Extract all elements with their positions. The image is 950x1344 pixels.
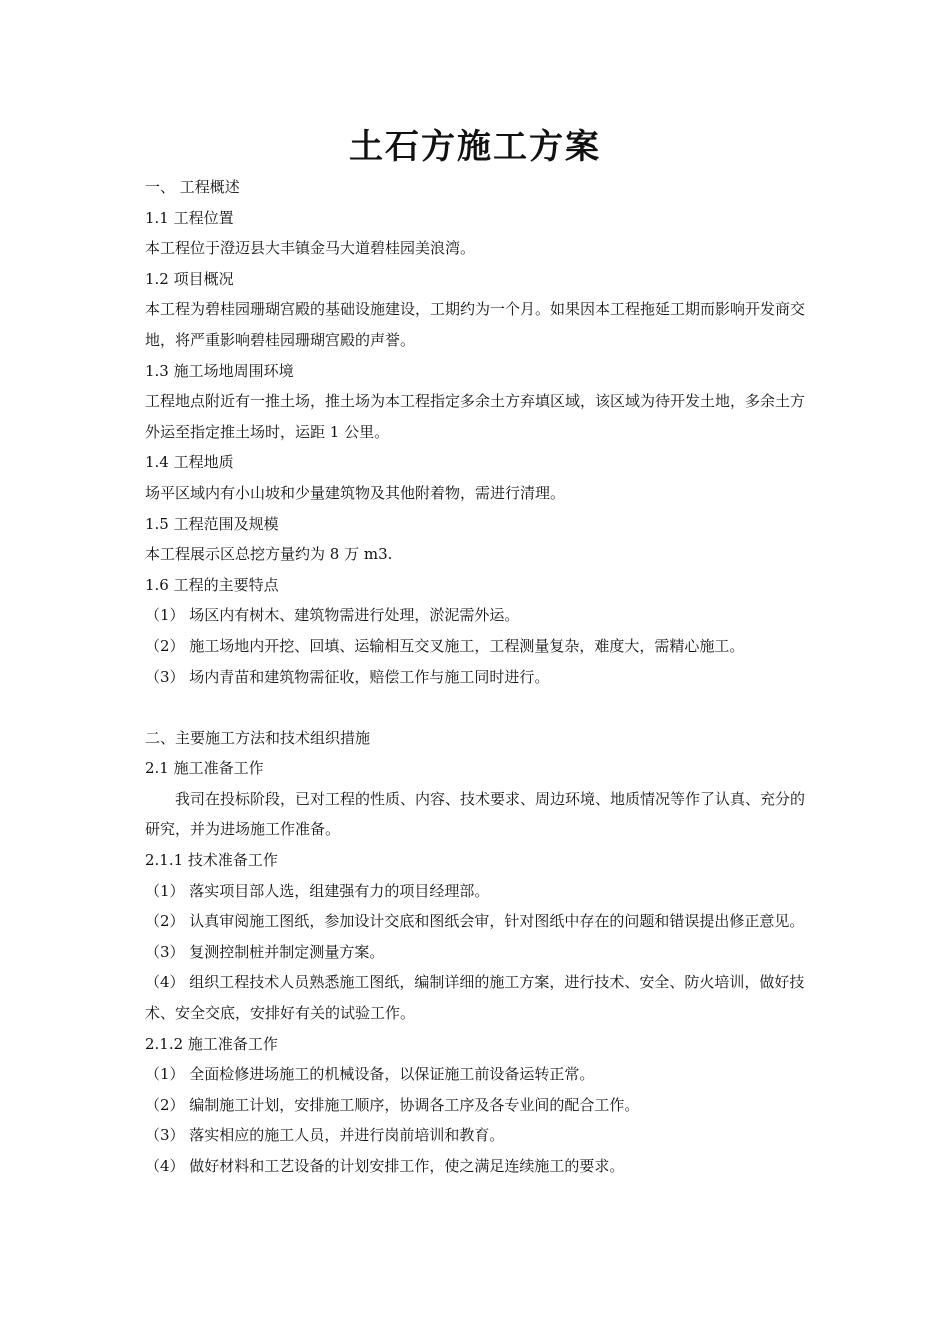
section-heading: 一、 工程概述 [145, 178, 240, 196]
list-item: （4） 组织工程技术人员熟悉施工图纸，编制详细的施工方案，进行技术、安全、防火培训，做好技术、安全交底，安排好有关的试验工作。 [145, 973, 805, 1023]
paragraph: 本工程位于澄迈县大丰镇金马大道碧桂园美浪湾。 [145, 239, 476, 258]
subsection-heading: 2.1.1 技术准备工作 [145, 851, 278, 870]
paragraph: 工程地点附近有一推土场，推土场为本工程指定多余土方弃填区域，该区域为待开发土地，多余土方外运至指定推土场时，运距 1 公里。 [145, 392, 806, 441]
subsection-heading: 2.1.2 施工准备工作 [145, 1034, 278, 1053]
list-item: （1） 全面检修进场施工的机械设备，以保证施工前设备运转正常。 [145, 1065, 595, 1084]
document-body [145, 172, 810, 1182]
subsection-heading: 1.5 工程范围及规模 [145, 514, 279, 533]
subsection-heading: 1.2 项目概况 [145, 269, 234, 288]
paragraph: 场平区域内有小山坡和少量建筑物及其他附着物，需进行清理。 [145, 483, 566, 502]
subsection-heading: 1.6 工程的主要特点 [145, 575, 279, 594]
list-item: （1） 落实项目部人选，组建强有力的项目经理部。 [145, 881, 490, 900]
subsection-heading: 1.1 工程位置 [145, 208, 234, 227]
list-item: （2） 编制施工计划，安排施工顺序，协调各工序及各专业间的配合工作。 [145, 1095, 640, 1114]
paragraph: 本工程展示区总挖方量约为 8 万 m3. [145, 545, 393, 564]
list-item: （3） 落实相应的施工人员，并进行岗前培训和教育。 [145, 1126, 505, 1145]
list-item: （3） 场内青苗和建筑物需征收，赔偿工作与施工同时进行。 [145, 667, 550, 686]
paragraph: 本工程为碧桂园珊瑚宫殿的基础设施建设，工期约为一个月。如果因本工程拖延工期而影响开发商交地，将严重影响碧桂园珊瑚宫殿的声誉。 [145, 300, 806, 349]
blank-line [145, 692, 810, 723]
subsection-heading: 2.1 施工准备工作 [145, 759, 264, 778]
list-item: （1） 场区内有树木、建筑物需进行处理，淤泥需外运。 [145, 606, 520, 625]
subsection-heading: 1.4 工程地质 [145, 453, 234, 472]
list-item: （4） 做好材料和工艺设备的计划安排工作，使之满足连续施工的要求。 [145, 1157, 625, 1175]
list-item: （2） 施工场地内开挖、回填、运输相互交叉施工，工程测量复杂，难度大，需精心施工。 [145, 636, 745, 655]
subsection-heading: 1.3 施工场地周围环境 [145, 361, 294, 380]
list-item: （3） 复测控制桩并制定测量方案。 [145, 942, 385, 961]
section-heading: 二、主要施工方法和技术组织措施 [145, 728, 371, 747]
paragraph: 我司在投标阶段，已对工程的性质、内容、技术要求、周边环境、地质情况等作了认真、充分的研究，并为进场施工作准备。 [145, 789, 806, 839]
list-item: （2） 认真审阅施工图纸，参加设计交底和图纸会审，针对图纸中存在的问题和错误提出修正意见。 [145, 912, 805, 931]
document-title: 土石方施工方案 [349, 126, 601, 167]
